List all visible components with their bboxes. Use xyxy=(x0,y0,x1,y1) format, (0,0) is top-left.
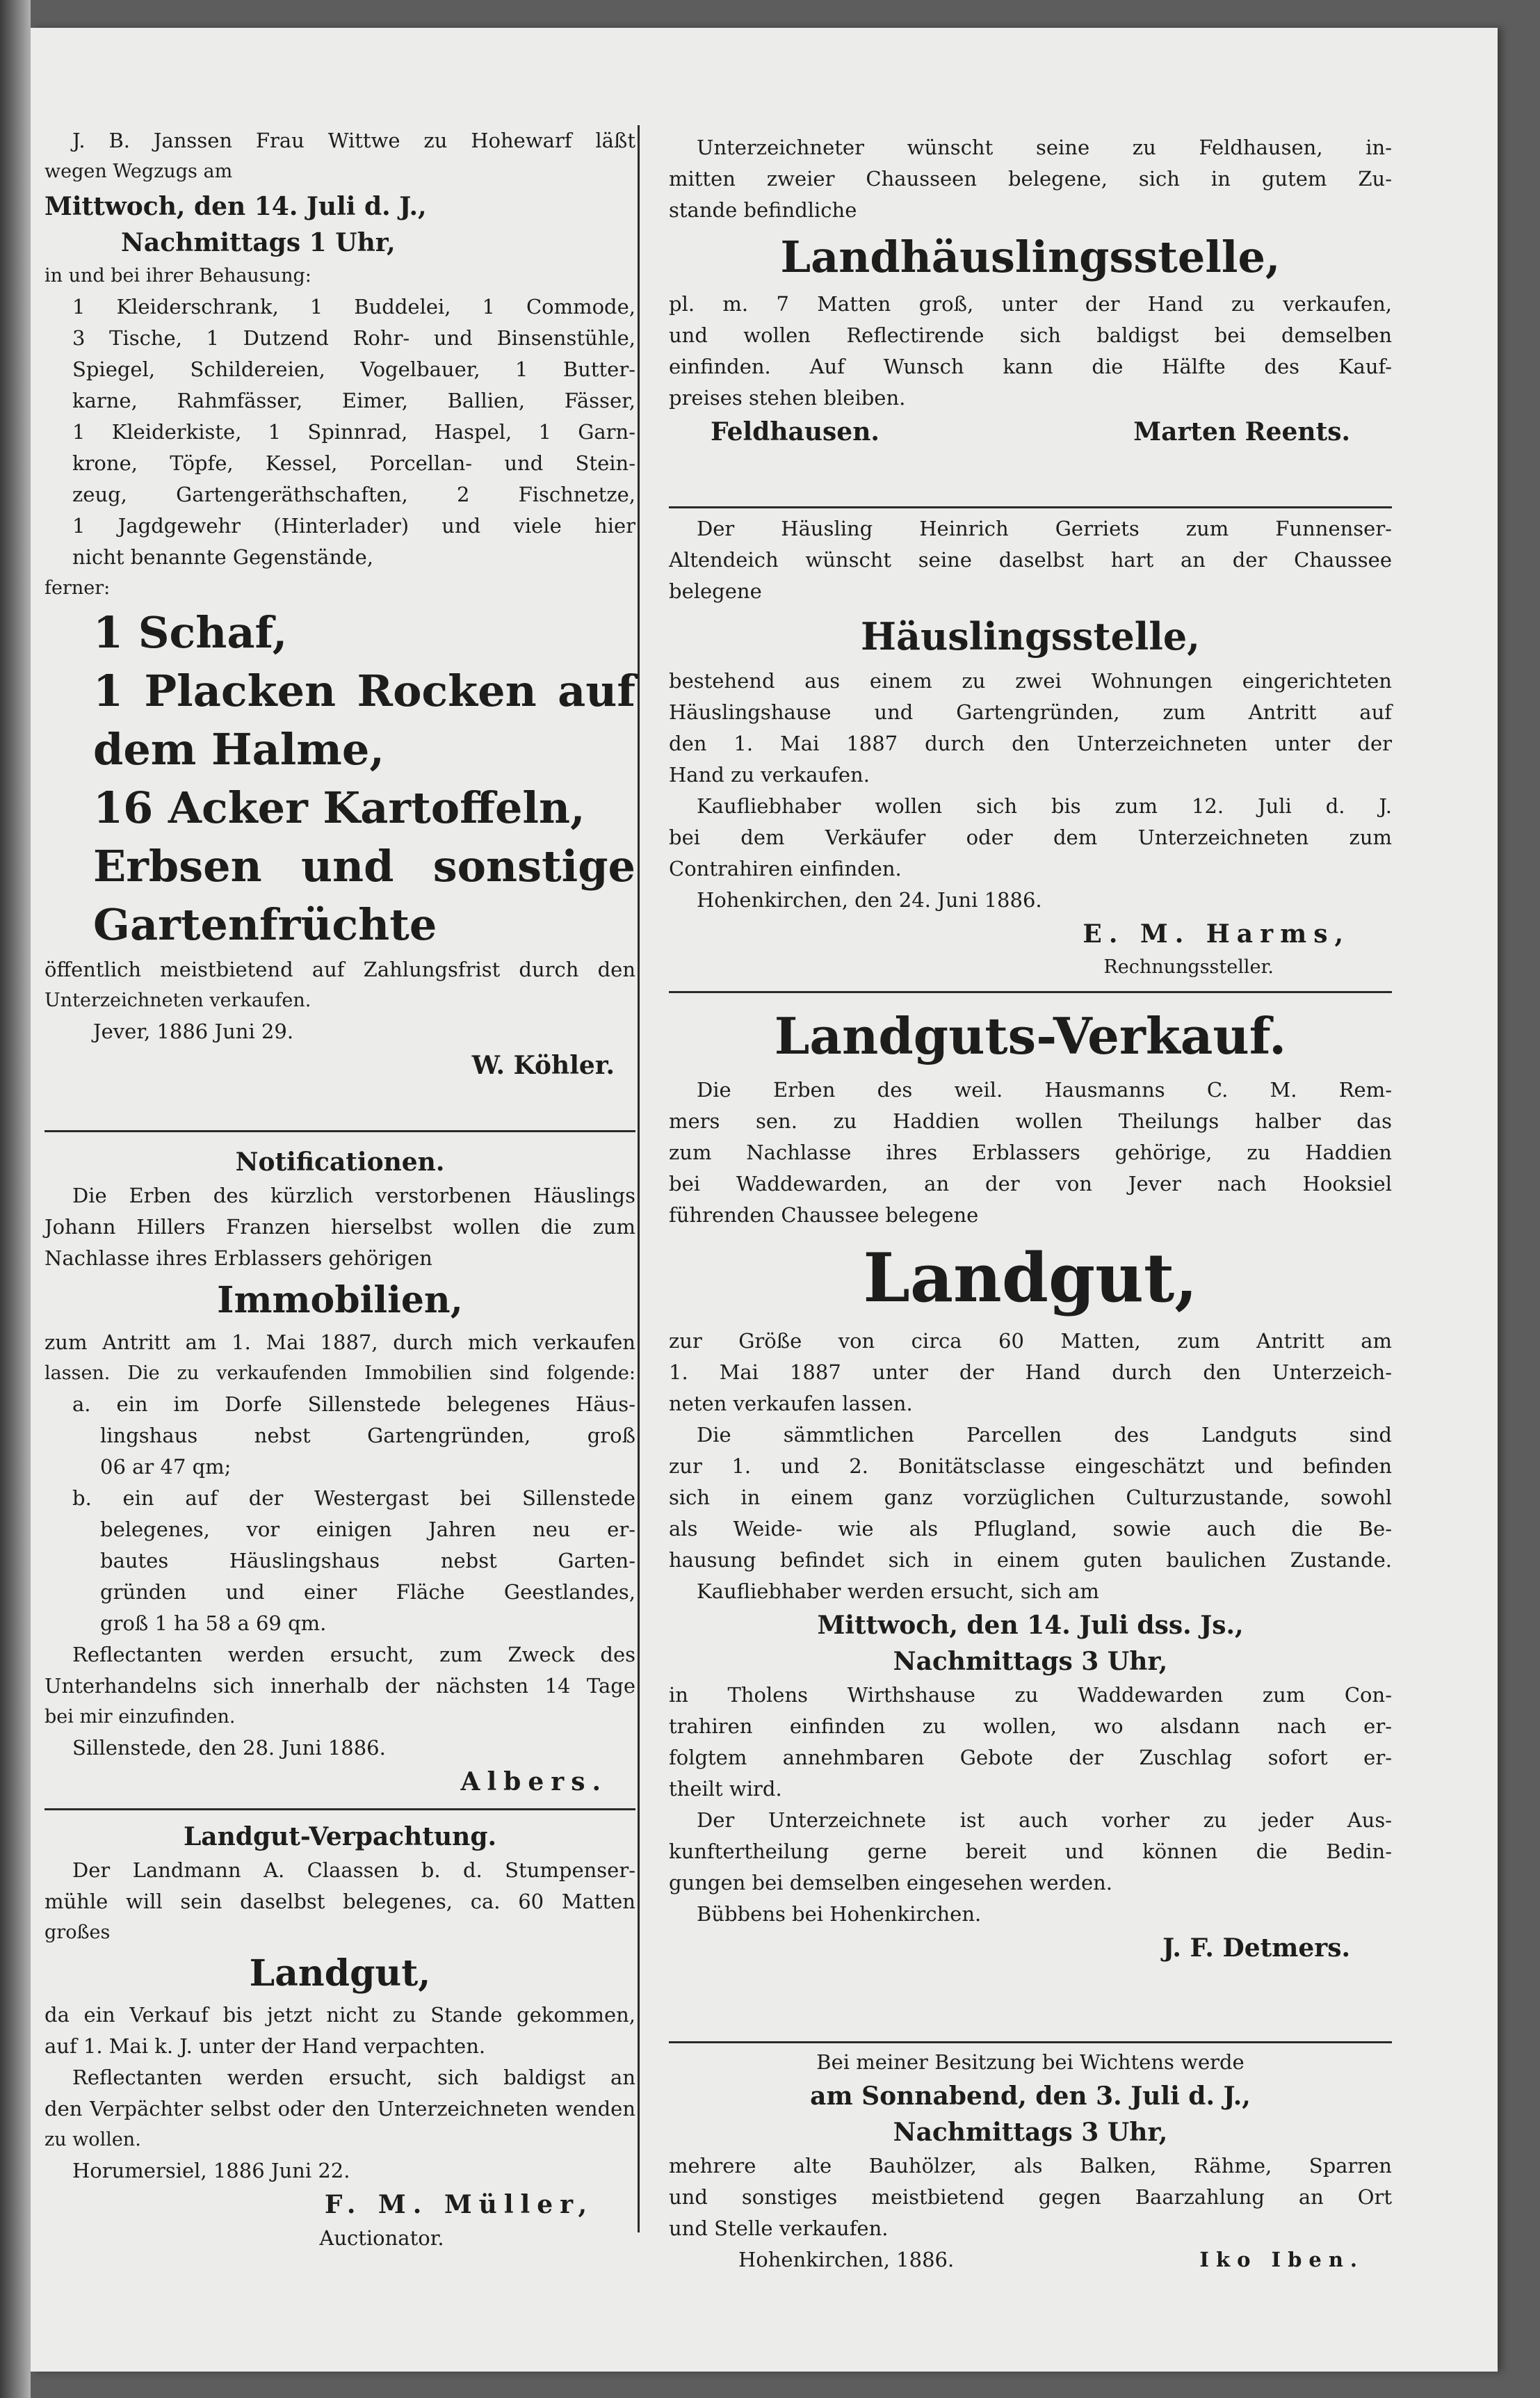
ad-line: Unterhandelns sich innerhalb der nächsten 14 Tage xyxy=(44,1674,635,1698)
ad-line: b. ein auf der Westergast bei Sillenstede xyxy=(72,1486,635,1510)
place: Feldhausen. xyxy=(711,417,880,446)
section-heading: Landgut-Verpachtung. xyxy=(183,1822,497,1851)
ad-line: Die sämmtlichen Parcellen des Landguts sind xyxy=(697,1423,1392,1447)
sale-ad-landgut-haddien xyxy=(669,998,1392,1966)
sale-ad-gerriets xyxy=(669,513,1392,983)
ad-line: bei mir einzufinden. xyxy=(44,1706,236,1728)
ad-line: und sonstiges meistbietend gegen Baarzahlung an Ort xyxy=(669,2185,1392,2209)
auction-ad-wichtens xyxy=(669,2047,1392,2276)
signature: F. M. Müller, xyxy=(324,2190,594,2219)
signature-row xyxy=(669,2244,1392,2276)
ad-line: führenden Chaussee belegene xyxy=(669,1203,979,1227)
ad-line: krone, Töpfe, Kessel, Porcellan- und Stein- xyxy=(72,451,635,475)
ad-line: bei dem Verkäufer oder dem Unterzeichneten zum xyxy=(669,826,1392,849)
ad-line: mehrere alte Bauhölzer, als Balken, Rähme, Sparren xyxy=(669,2154,1392,2178)
auction-time: Nachmittags 1 Uhr, xyxy=(121,228,396,257)
date-line: Jever, 1886 Juni 29. xyxy=(93,1020,294,1043)
signature: J. F. Detmers. xyxy=(1162,1933,1350,1963)
ad-line: in Tholens Wirthshause zu Waddewarden zum Con- xyxy=(669,1683,1392,1707)
ad-line: belegene xyxy=(669,579,762,603)
newspaper-page xyxy=(31,28,1498,2372)
ad-line: da ein Verkauf bis jetzt nicht zu Stande gekommen, xyxy=(44,2003,635,2027)
ad-line: bestehend aus einem zu zwei Wohnungen eingerichteten xyxy=(669,669,1392,693)
big-line: Erbsen und sonstige xyxy=(93,841,635,892)
ad-title: Häuslingsstelle, xyxy=(860,614,1200,659)
ad-line: zeug, Gartengeräthschaften, 2 Fischnetze, xyxy=(72,483,635,506)
ad-line: theilt wird. xyxy=(669,1777,782,1801)
ad-line: lassen. Die zu verkaufenden Immobilien sind folgende: xyxy=(44,1362,635,1384)
ad-line: Der Landmann A. Claassen b. d. Stumpenser- xyxy=(72,1858,635,1882)
ad-title: Landgut, xyxy=(249,1952,431,1995)
big-line: dem Halme, xyxy=(93,724,384,775)
ad-line: Contrahiren einfinden. xyxy=(669,857,902,880)
date-line: Hohenkirchen, den 24. Juni 1886. xyxy=(697,888,1042,912)
lease-ad-claassen xyxy=(44,1819,635,2254)
ad-line: bei Waddewarden, an der von Jever nach Hooksiel xyxy=(669,1172,1392,1196)
ad-line: belegenes, vor einigen Jahren neu er- xyxy=(100,1518,635,1541)
ad-line: Der Unterzeichnete ist auch vorher zu jeder Aus- xyxy=(697,1808,1392,1832)
rule xyxy=(44,1130,635,1132)
ad-line: als Weide- wie als Pflugland, sowie auch die Be- xyxy=(669,1517,1392,1540)
ad-line: Die Erben des weil. Hausmanns C. M. Rem- xyxy=(697,1078,1392,1102)
ad-line: 06 ar 47 qm; xyxy=(100,1455,232,1479)
notification-ad-franzen xyxy=(44,1144,635,1800)
ad-line: trahiren einfinden zu wollen, wo alsdann nach er- xyxy=(669,1714,1392,1738)
ad-title: Immobilien, xyxy=(217,1279,463,1321)
ad-line: zum Nachlasse ihres Erblassers gehörige, zu Haddien xyxy=(669,1141,1392,1164)
ad-line: und Stelle verkaufen. xyxy=(669,2216,889,2240)
ad-line: Unterzeichneter wünscht seine zu Feldhausen, in- xyxy=(697,136,1392,159)
ad-line: folgtem annehmbaren Gebote der Zuschlag sofort er- xyxy=(669,1746,1392,1769)
big-line: Gartenfrüchte xyxy=(93,899,437,950)
auction-date: Mittwoch, den 14. Juli dss. Js., xyxy=(817,1611,1244,1640)
ad-line: Bübbens bei Hohenkirchen. xyxy=(697,1902,982,1926)
ad-line: sich in einem ganz vorzüglichen Culturzustande, sowohl xyxy=(669,1486,1392,1509)
ad-line: Die Erben des kürzlich verstorbenen Häuslings xyxy=(72,1184,635,1207)
date-line: Hohenkirchen, 1886. xyxy=(738,2248,955,2271)
ad-line: zur 1. und 2. Bonitätsclasse eingeschätzt und befinden xyxy=(669,1454,1392,1478)
ad-line: stande befindliche xyxy=(669,198,857,222)
big-line: 1 Schaf, xyxy=(93,607,288,658)
page-edge-left xyxy=(0,0,31,2398)
ad-line: 1. Mai 1887 unter der Hand durch den Unterzeich- xyxy=(669,1360,1392,1384)
ad-line: öffentlich meistbietend auf Zahlungsfrist durch den xyxy=(44,958,635,981)
ad-line: den Verpächter selbst oder den Unterzeichneten wenden xyxy=(44,2097,635,2121)
ad-line: 3 Tische, 1 Dutzend Rohr- und Binsenstühle, xyxy=(72,326,635,350)
ad-line: mitten zweier Chausseen belegene, sich in gutem Zu- xyxy=(669,167,1392,191)
rule xyxy=(669,506,1392,508)
ad-line: ferner: xyxy=(44,577,111,599)
signature: Marten Reents. xyxy=(1133,417,1350,446)
ad-line: 1 Jagdgewehr (Hinterlader) und viele hier xyxy=(72,514,635,538)
signature: W. Köhler. xyxy=(471,1051,615,1080)
ad-line: a. ein im Dorfe Sillenstede belegenes Häus- xyxy=(72,1392,635,1416)
signature: E. M. Harms, xyxy=(1083,919,1350,949)
rule xyxy=(669,2041,1392,2043)
ad-line: Kaufliebhaber wollen sich bis zum 12. Juli d. J. xyxy=(697,794,1392,818)
signature-role: Rechnungssteller. xyxy=(1103,956,1274,978)
ad-title: Landgut, xyxy=(863,1239,1198,1317)
signature: Iko Iben. xyxy=(1199,2248,1364,2271)
ad-line: kunftertheilung gerne bereit und können die Bedin- xyxy=(669,1840,1392,1863)
ad-line: 1 Kleiderkiste, 1 Spinnrad, Haspel, 1 Garn- xyxy=(72,420,635,444)
ad-line: gungen bei demselben eingesehen werden. xyxy=(669,1871,1113,1894)
sale-ad-feldhausen xyxy=(669,132,1392,450)
rule xyxy=(669,991,1392,993)
ad-line: wegen Wegzugs am xyxy=(44,161,233,182)
ad-line: Bei meiner Besitzung bei Wichtens werde xyxy=(816,2050,1245,2074)
ad-line: Nachlasse ihres Erblassers gehörigen xyxy=(44,1246,432,1270)
date-line: Sillenstede, den 28. Juni 1886. xyxy=(72,1736,386,1760)
ad-line: großes xyxy=(44,1922,111,1943)
signature-role: Auctionator. xyxy=(319,2226,444,2250)
auction-time: Nachmittags 3 Uhr, xyxy=(893,1647,1168,1676)
ad-line: neten verkaufen lassen. xyxy=(669,1392,913,1415)
ad-line: Johann Hillers Franzen hierselbst wollen die zum xyxy=(44,1215,635,1239)
column-divider xyxy=(638,125,640,2232)
ad-line: Unterzeichneten verkaufen. xyxy=(44,990,311,1011)
signature: Albers. xyxy=(460,1767,608,1796)
ad-line: zur Größe von circa 60 Matten, zum Antritt am xyxy=(669,1329,1392,1353)
ad-line: preises stehen bleiben. xyxy=(669,386,906,410)
ad-line: Altendeich wünscht seine daselbst hart an der Chaussee xyxy=(669,548,1392,572)
ad-line: bautes Häuslingshaus nebst Garten- xyxy=(100,1549,635,1572)
date-line: Horumersiel, 1886 Juni 22. xyxy=(72,2159,350,2182)
section-heading: Landguts-Verkauf. xyxy=(774,1006,1287,1065)
signature-row xyxy=(669,414,1392,450)
ad-line: pl. m. 7 Matten groß, unter der Hand zu verkaufen, xyxy=(669,292,1392,316)
ad-line: einfinden. Auf Wunsch kann die Hälfte des Kauf- xyxy=(669,355,1392,378)
ad-line: Der Häusling Heinrich Gerriets zum Funnenser- xyxy=(697,517,1392,540)
ad-title: Landhäuslingsstelle, xyxy=(780,232,1281,282)
ad-line: mers sen. zu Haddien wollen Theilungs halber das xyxy=(669,1109,1392,1133)
ad-line: nicht benannte Gegenstände, xyxy=(72,545,374,569)
auction-date: Mittwoch, den 14. Juli d. J., xyxy=(44,192,427,221)
ad-line: lingshaus nebst Gartengründen, groß xyxy=(100,1424,635,1447)
auction-ad-hohewarf xyxy=(44,125,635,1084)
auction-date: am Sonnabend, den 3. Juli d. J., xyxy=(810,2082,1251,2111)
ad-line: Kaufliebhaber werden ersucht, sich am xyxy=(697,1579,1099,1603)
ad-line: Reflectanten werden ersucht, zum Zweck des xyxy=(72,1643,635,1666)
rule xyxy=(44,1808,635,1810)
section-heading: Notificationen. xyxy=(235,1148,445,1177)
ad-line: zu wollen. xyxy=(44,2129,141,2150)
ad-line: auf 1. Mai k. J. unter der Hand verpachten. xyxy=(44,2034,486,2058)
ad-line: hausung befindet sich in einem guten baulichen Zustande. xyxy=(669,1548,1392,1572)
ad-line: und wollen Reflectirende sich baldigst bei demselben xyxy=(669,323,1392,347)
ad-line: J. B. Janssen Frau Wittwe zu Hohewarf läßt xyxy=(72,129,635,152)
ad-line: groß 1 ha 58 a 69 qm. xyxy=(100,1611,327,1635)
ad-line: den 1. Mai 1887 durch den Unterzeichneten unter der xyxy=(669,732,1392,755)
ad-line: Häuslingshause und Gartengründen, zum Antritt auf xyxy=(669,700,1392,724)
ad-line: zum Antritt am 1. Mai 1887, durch mich verkaufen xyxy=(44,1330,635,1354)
ad-line: Spiegel, Schildereien, Vogelbauer, 1 Butter- xyxy=(72,357,635,381)
big-line: 1 Placken Rocken auf xyxy=(93,666,635,716)
ad-line: in und bei ihrer Behausung: xyxy=(44,265,311,287)
ad-line: Hand zu verkaufen. xyxy=(669,763,870,787)
ad-line: mühle will sein daselbst belegenes, ca. 60 Matten xyxy=(44,1890,635,1913)
auction-time: Nachmittags 3 Uhr, xyxy=(893,2118,1168,2147)
big-line: 16 Acker Kartoffeln, xyxy=(93,782,585,833)
ad-line: Reflectanten werden ersucht, sich baldigst an xyxy=(72,2066,635,2089)
ad-line: gründen und einer Fläche Geestlandes, xyxy=(100,1580,635,1604)
ad-line: karne, Rahmfässer, Eimer, Ballien, Fässer, xyxy=(72,389,635,412)
ad-line: 1 Kleiderschrank, 1 Buddelei, 1 Commode, xyxy=(72,295,635,319)
